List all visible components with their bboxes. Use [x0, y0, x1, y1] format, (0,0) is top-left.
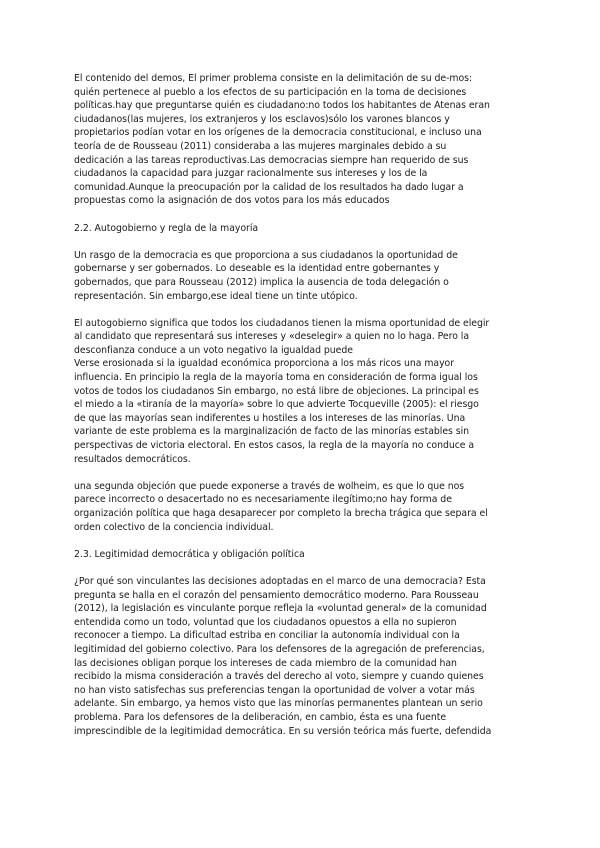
text-line: legitimidad del gobierno colectivo. Para los defensores de la agregación de preferencias, — [74, 643, 485, 655]
text-line: reconocer a tiempo. La dificultad estriba en conciliar la autonomía individual con la — [74, 630, 460, 642]
text-line: El contenido del demos, El primer problema consiste en la delimitación de su de-mos: — [74, 73, 473, 84]
text-line: perspectivas de victoria electoral. En estos casos, la regla de la mayoría no conduce a — [74, 440, 475, 452]
text-line: El autogobierno significa que todos los ciudadanos tienen la misma oportunidad de elegir — [74, 317, 490, 329]
paragraph-regla-mayoria — [74, 317, 526, 467]
text-line: organización política que haga desaparecer por completo la brecha trágica que separa el — [74, 508, 488, 519]
text-line: imprescindible de la legitimidad democrática. En su versión teórica más fuerte, defendida — [74, 725, 492, 737]
paragraph-demos — [74, 72, 526, 208]
text-line: ciudadanos la capacidad para juzgar racionalmente sus intereses y los de la — [74, 168, 428, 180]
section-heading-autogobierno: 2.2. Autogobierno y regla de la mayoría — [74, 222, 259, 234]
text-line: pregunta se halla en el corazón del pensamiento democrático moderno. Para Rousseau — [74, 589, 479, 601]
text-line: comunidad.Aunque la preocupación por la calidad de los resultados ha dado lugar a — [74, 181, 464, 193]
text-line: Verse erosionada si la igualdad económica proporciona a los más ricos una mayor — [74, 358, 455, 370]
text-line: votos de todos los ciudadanos Sin embargo, no está libre de objeciones. La principal es — [74, 385, 479, 397]
text-line: no han visto satisfechas sus preferencias tengan la oportunidad de volver a votar más — [74, 684, 475, 696]
text-line: orden colectivo de la conciencia individual. — [74, 521, 274, 533]
text-line: políticas.hay que preguntarse quién es ciudadano:no todos los habitantes de Atenas eran — [74, 100, 490, 112]
text-line: ciudadanos(las mujeres, los extranjeros y los esclavos)sólo los varones blancos y — [74, 113, 450, 125]
section-heading-legitimidad: 2.3. Legitimidad democrática y obligación política — [74, 548, 305, 560]
text-line: teoría de de Rousseau (2011) consideraba a las mujeres marginales debido a su — [74, 140, 447, 152]
text-line: parece incorrecto o desacertado no es necesariamente ilegítimo;no hay forma de — [74, 494, 452, 506]
text-line: dedicación a las tareas reproductivas.Las democracias siempre han requerido de sus — [74, 154, 469, 166]
text-line: una segunda objeción que puede exponerse a través de wolheim, es que lo que nos — [74, 480, 465, 492]
text-line: al candidato que representará sus intereses y «deselegir» a quien no lo haga. Pero la — [74, 331, 470, 343]
text-line: recibido la misma consideración a través del derecho al voto, siempre y cuando quienes — [74, 671, 484, 683]
text-line: resultados democráticos. — [74, 453, 191, 465]
text-line: gobernarse y ser gobernados. Lo deseable es la identidad entre gobernantes y — [74, 263, 440, 275]
text-line: ¿Por qué son vinculantes las decisiones adoptadas en el marco de una democracia? Esta — [74, 575, 486, 587]
text-line: las decisiones obligan porque los intereses de cada miembro de la comunidad han — [74, 657, 457, 669]
text-line: desconfianza conduce a un voto negativo la igualdad puede — [74, 344, 353, 356]
text-line: problema. Para los defensores de la deliberación, en cambio, ésta es una fuente — [74, 711, 447, 723]
text-line: (2012), la legislación es vinculante porque refleja la «voluntad general» de la comunidad — [74, 603, 487, 615]
paragraph-segunda-objecion — [74, 480, 526, 534]
text-line: representación. Sin embargo,ese ideal tiene un tinte utópico. — [74, 290, 358, 302]
text-line: entendida como un todo, voluntad que los ciudadanos opuestos a ella no supieron — [74, 616, 457, 628]
paragraph-autogobierno-intro — [74, 249, 526, 303]
text-line: propietarios podían votar en los orígenes de la democracia constitucional, e incluso una — [74, 127, 482, 139]
text-line: Un rasgo de la democracia es que proporciona a sus ciudadanos la oportunidad de — [74, 249, 458, 261]
document-page — [74, 72, 526, 738]
text-line: variante de este problema es la marginalización de facto de las minorías estables sin — [74, 426, 470, 438]
text-line: gobernados, que para Rousseau (2012) implica la ausencia de toda delegación o — [74, 276, 449, 288]
text-line: propuestas como la asignación de dos votos para los más educados — [74, 195, 390, 207]
text-line: quién pertenece al pueblo a los efectos de su participación en la toma de decisiones — [74, 86, 467, 98]
text-line: de que las mayorías sean indiferentes u hostiles a los intereses de las minorías. Una — [74, 412, 466, 424]
text-line: el miedo a la «tiranía de la mayoría» sobre lo que advierte Tocqueville (2005): el riesgo — [74, 399, 479, 411]
paragraph-legitimidad — [74, 575, 526, 738]
text-line: adelante. Sin embargo, ya hemos visto que las minorías permanentes plantean un serio — [74, 698, 483, 710]
text-line: influencia. En principio la regla de la mayoría toma en consideración de forma igual los — [74, 372, 478, 384]
